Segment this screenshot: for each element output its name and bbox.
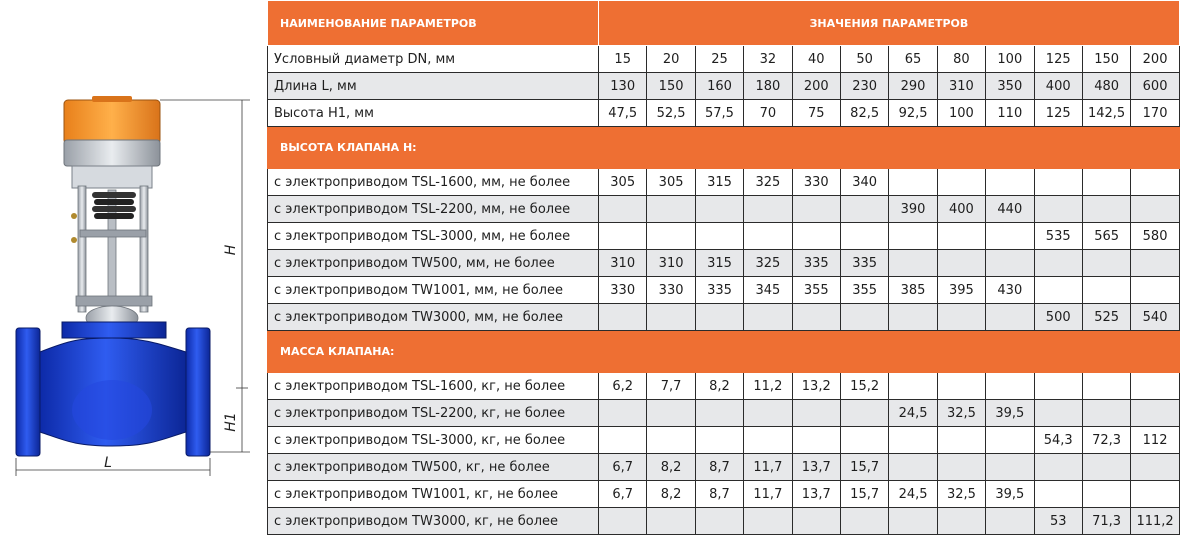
table-cell (840, 427, 888, 454)
table-cell: 125 (1034, 100, 1082, 127)
table-cell: 130 (599, 73, 647, 100)
table-cell (744, 400, 792, 427)
row-label: с электроприводом TSL-1600, кг, не более (268, 373, 599, 400)
table-cell: 40 (792, 46, 840, 73)
table-cell (744, 223, 792, 250)
table-cell (1034, 400, 1082, 427)
table-cell (986, 169, 1034, 196)
table-cell (1082, 454, 1130, 481)
table-cell: 390 (889, 196, 937, 223)
table-cell (1082, 481, 1130, 508)
table-row (268, 481, 1180, 508)
table-row (268, 277, 1180, 304)
table-cell (937, 373, 985, 400)
row-label: с электроприводом TSL-3000, кг, не более (268, 427, 599, 454)
table-row (268, 427, 1180, 454)
table-row (268, 454, 1180, 481)
table-cell (1034, 454, 1082, 481)
table-cell: 525 (1082, 304, 1130, 331)
table-cell (599, 427, 647, 454)
table-cell: 180 (744, 73, 792, 100)
table-cell: 600 (1131, 73, 1180, 100)
table-cell (1131, 196, 1180, 223)
table-cell: 330 (647, 277, 695, 304)
table-cell: 500 (1034, 304, 1082, 331)
table-cell: 11,2 (744, 373, 792, 400)
table-cell (840, 400, 888, 427)
table-cell: 110 (986, 100, 1034, 127)
table-cell: 540 (1131, 304, 1180, 331)
table-cell (1034, 373, 1082, 400)
row-label: с электроприводом TW3000, кг, не более (268, 508, 599, 535)
table-cell: 335 (695, 277, 743, 304)
table-cell (840, 223, 888, 250)
table-cell (889, 427, 937, 454)
table-cell: 440 (986, 196, 1034, 223)
table-cell: 310 (599, 250, 647, 277)
table-cell (986, 508, 1034, 535)
table-cell: 39,5 (986, 481, 1034, 508)
table-cell (647, 304, 695, 331)
table-cell (840, 304, 888, 331)
table-cell: 400 (1034, 73, 1082, 100)
table-cell: 6,7 (599, 481, 647, 508)
table-cell: 350 (986, 73, 1034, 100)
table-cell: 200 (1131, 46, 1180, 73)
table-cell (744, 304, 792, 331)
table-header-row (268, 1, 1180, 46)
table-cell: 345 (744, 277, 792, 304)
table-cell (792, 304, 840, 331)
table-cell: 395 (937, 277, 985, 304)
table-cell: 39,5 (986, 400, 1034, 427)
table-cell: 160 (695, 73, 743, 100)
table-row (268, 373, 1180, 400)
table-cell (1131, 373, 1180, 400)
table-cell (889, 250, 937, 277)
yoke (71, 186, 152, 330)
table-cell: 305 (647, 169, 695, 196)
table-cell: 47,5 (599, 100, 647, 127)
table-cell: 230 (840, 73, 888, 100)
table-cell: 480 (1082, 73, 1130, 100)
table-cell: 13,2 (792, 373, 840, 400)
table-row (268, 250, 1180, 277)
table-cell (695, 400, 743, 427)
table-cell (1131, 169, 1180, 196)
height-section-header-title: ВЫСОТА КЛАПАНА H: (268, 127, 1180, 169)
table-cell: 70 (744, 100, 792, 127)
table-cell (744, 196, 792, 223)
table-cell (889, 454, 937, 481)
table-cell (1034, 196, 1082, 223)
table-cell: 24,5 (889, 481, 937, 508)
label-h: H (223, 244, 239, 256)
table-cell (937, 454, 985, 481)
row-label: с электроприводом TSL-2200, мм, не более (268, 196, 599, 223)
table-cell: 8,2 (647, 454, 695, 481)
table-cell: 430 (986, 277, 1034, 304)
table-cell: 54,3 (1034, 427, 1082, 454)
table-cell (1082, 196, 1130, 223)
table-cell: 112 (1131, 427, 1180, 454)
table-cell (695, 304, 743, 331)
table-cell (937, 304, 985, 331)
table-row (268, 304, 1180, 331)
table-cell: 15,7 (840, 481, 888, 508)
table-cell (695, 508, 743, 535)
label-l: L (104, 455, 112, 471)
table-cell: 7,7 (647, 373, 695, 400)
table-cell (647, 508, 695, 535)
table-cell (647, 400, 695, 427)
table-cell (1034, 481, 1082, 508)
table-cell: 82,5 (840, 100, 888, 127)
table-cell: 80 (937, 46, 985, 73)
table-cell (1082, 169, 1130, 196)
table-row (268, 100, 1180, 127)
table-cell: 53 (1034, 508, 1082, 535)
table-cell (889, 169, 937, 196)
table-cell: 24,5 (889, 400, 937, 427)
table-cell: 100 (986, 46, 1034, 73)
table-cell: 52,5 (647, 100, 695, 127)
table-cell (599, 400, 647, 427)
table-cell (1131, 481, 1180, 508)
table-cell: 535 (1034, 223, 1082, 250)
table-cell: 565 (1082, 223, 1130, 250)
table-cell (1131, 250, 1180, 277)
table-cell: 71,3 (1082, 508, 1130, 535)
table-cell (889, 508, 937, 535)
spec-table (267, 0, 1180, 535)
table-cell: 290 (889, 73, 937, 100)
table-cell (695, 223, 743, 250)
row-label: с электроприводом TW1001, мм, не более (268, 277, 599, 304)
table-cell: 8,2 (647, 481, 695, 508)
table-cell (599, 304, 647, 331)
table-cell (1082, 250, 1130, 277)
table-cell: 15,2 (840, 373, 888, 400)
table-cell: 25 (695, 46, 743, 73)
table-cell (599, 196, 647, 223)
mass-section-header-title: МАССА КЛАПАНА: (268, 331, 1180, 373)
table-cell (937, 508, 985, 535)
table-cell: 335 (792, 250, 840, 277)
table-cell (937, 223, 985, 250)
table-cell: 125 (1034, 46, 1082, 73)
table-cell: 15 (599, 46, 647, 73)
table-cell (647, 427, 695, 454)
table-cell: 57,5 (695, 100, 743, 127)
valve-body (16, 322, 210, 456)
table-cell: 13,7 (792, 481, 840, 508)
row-label: с электроприводом TW500, мм, не более (268, 250, 599, 277)
table-cell: 305 (599, 169, 647, 196)
table-cell (792, 196, 840, 223)
table-cell: 325 (744, 250, 792, 277)
table-cell (599, 223, 647, 250)
table-cell: 400 (937, 196, 985, 223)
table-row (268, 508, 1180, 535)
table-cell (986, 454, 1034, 481)
table-cell: 100 (937, 100, 985, 127)
table-cell (937, 427, 985, 454)
table-cell (1034, 250, 1082, 277)
table-cell (986, 250, 1034, 277)
table-cell (792, 427, 840, 454)
table-cell: 8,7 (695, 481, 743, 508)
row-label: Длина L, мм (268, 73, 599, 100)
table-cell: 65 (889, 46, 937, 73)
table-cell (986, 427, 1034, 454)
table-cell: 111,2 (1131, 508, 1180, 535)
height-section-header (268, 127, 1180, 169)
table-cell: 6,2 (599, 373, 647, 400)
table-row (268, 46, 1180, 73)
table-cell: 315 (695, 169, 743, 196)
table-cell (889, 304, 937, 331)
table-cell (840, 508, 888, 535)
table-cell (1082, 373, 1130, 400)
table-cell (792, 508, 840, 535)
table-cell: 315 (695, 250, 743, 277)
table-cell: 8,7 (695, 454, 743, 481)
table-cell: 11,7 (744, 481, 792, 508)
table-cell: 335 (840, 250, 888, 277)
table-cell: 92,5 (889, 100, 937, 127)
table-cell: 8,2 (695, 373, 743, 400)
table-cell: 11,7 (744, 454, 792, 481)
actuator (64, 96, 160, 188)
table-cell (1131, 277, 1180, 304)
table-cell (889, 373, 937, 400)
table-cell: 325 (744, 169, 792, 196)
table-cell (792, 400, 840, 427)
table-row (268, 73, 1180, 100)
table-cell: 330 (792, 169, 840, 196)
table-cell: 75 (792, 100, 840, 127)
table-row (268, 196, 1180, 223)
table-cell: 32 (744, 46, 792, 73)
row-label: с электроприводом TSL-1600, мм, не более (268, 169, 599, 196)
header-parameter-name: НАИМЕНОВАНИЕ ПАРАМЕТРОВ (268, 1, 599, 46)
table-cell: 385 (889, 277, 937, 304)
table-cell: 330 (599, 277, 647, 304)
table-cell (599, 508, 647, 535)
table-cell: 15,7 (840, 454, 888, 481)
table-cell: 355 (792, 277, 840, 304)
valve-drawing (0, 0, 262, 537)
row-label: с электроприводом TSL-2200, кг, не более (268, 400, 599, 427)
table-cell (889, 223, 937, 250)
table-cell: 355 (840, 277, 888, 304)
row-label: Высота H1, мм (268, 100, 599, 127)
table-cell (647, 223, 695, 250)
table-cell: 150 (647, 73, 695, 100)
table-cell (1131, 400, 1180, 427)
row-label: с электроприводом TW1001, кг, не более (268, 481, 599, 508)
table-cell (1131, 454, 1180, 481)
row-label: с электроприводом TSL-3000, мм, не более (268, 223, 599, 250)
table-cell: 32,5 (937, 481, 985, 508)
table-cell: 200 (792, 73, 840, 100)
table-cell (1034, 169, 1082, 196)
table-cell: 580 (1131, 223, 1180, 250)
table-row (268, 223, 1180, 250)
table-cell: 150 (1082, 46, 1130, 73)
table-cell (840, 196, 888, 223)
table-cell: 6,7 (599, 454, 647, 481)
table-cell (986, 373, 1034, 400)
table-cell (1034, 277, 1082, 304)
table-cell (744, 508, 792, 535)
table-cell: 20 (647, 46, 695, 73)
mass-section-header (268, 331, 1180, 373)
table-cell: 72,3 (1082, 427, 1130, 454)
row-label: Условный диаметр DN, мм (268, 46, 599, 73)
table-cell (1082, 400, 1130, 427)
table-cell: 340 (840, 169, 888, 196)
table-cell (937, 250, 985, 277)
table-cell (1082, 277, 1130, 304)
table-cell (792, 223, 840, 250)
table-cell: 50 (840, 46, 888, 73)
header-parameter-values: ЗНАЧЕНИЯ ПАРАМЕТРОВ (599, 1, 1180, 46)
table-cell: 142,5 (1082, 100, 1130, 127)
table-cell: 310 (647, 250, 695, 277)
row-label: с электроприводом TW3000, мм, не более (268, 304, 599, 331)
table-cell: 13,7 (792, 454, 840, 481)
label-h1: H1 (223, 412, 239, 432)
table-row (268, 169, 1180, 196)
table-cell: 170 (1131, 100, 1180, 127)
table-cell: 310 (937, 73, 985, 100)
table-cell (744, 427, 792, 454)
table-cell (647, 196, 695, 223)
table-cell (695, 196, 743, 223)
table-cell: 32,5 (937, 400, 985, 427)
table-cell (695, 427, 743, 454)
table-row (268, 400, 1180, 427)
table-cell (937, 169, 985, 196)
table-cell (986, 304, 1034, 331)
table-cell (986, 223, 1034, 250)
row-label: с электроприводом TW500, кг, не более (268, 454, 599, 481)
